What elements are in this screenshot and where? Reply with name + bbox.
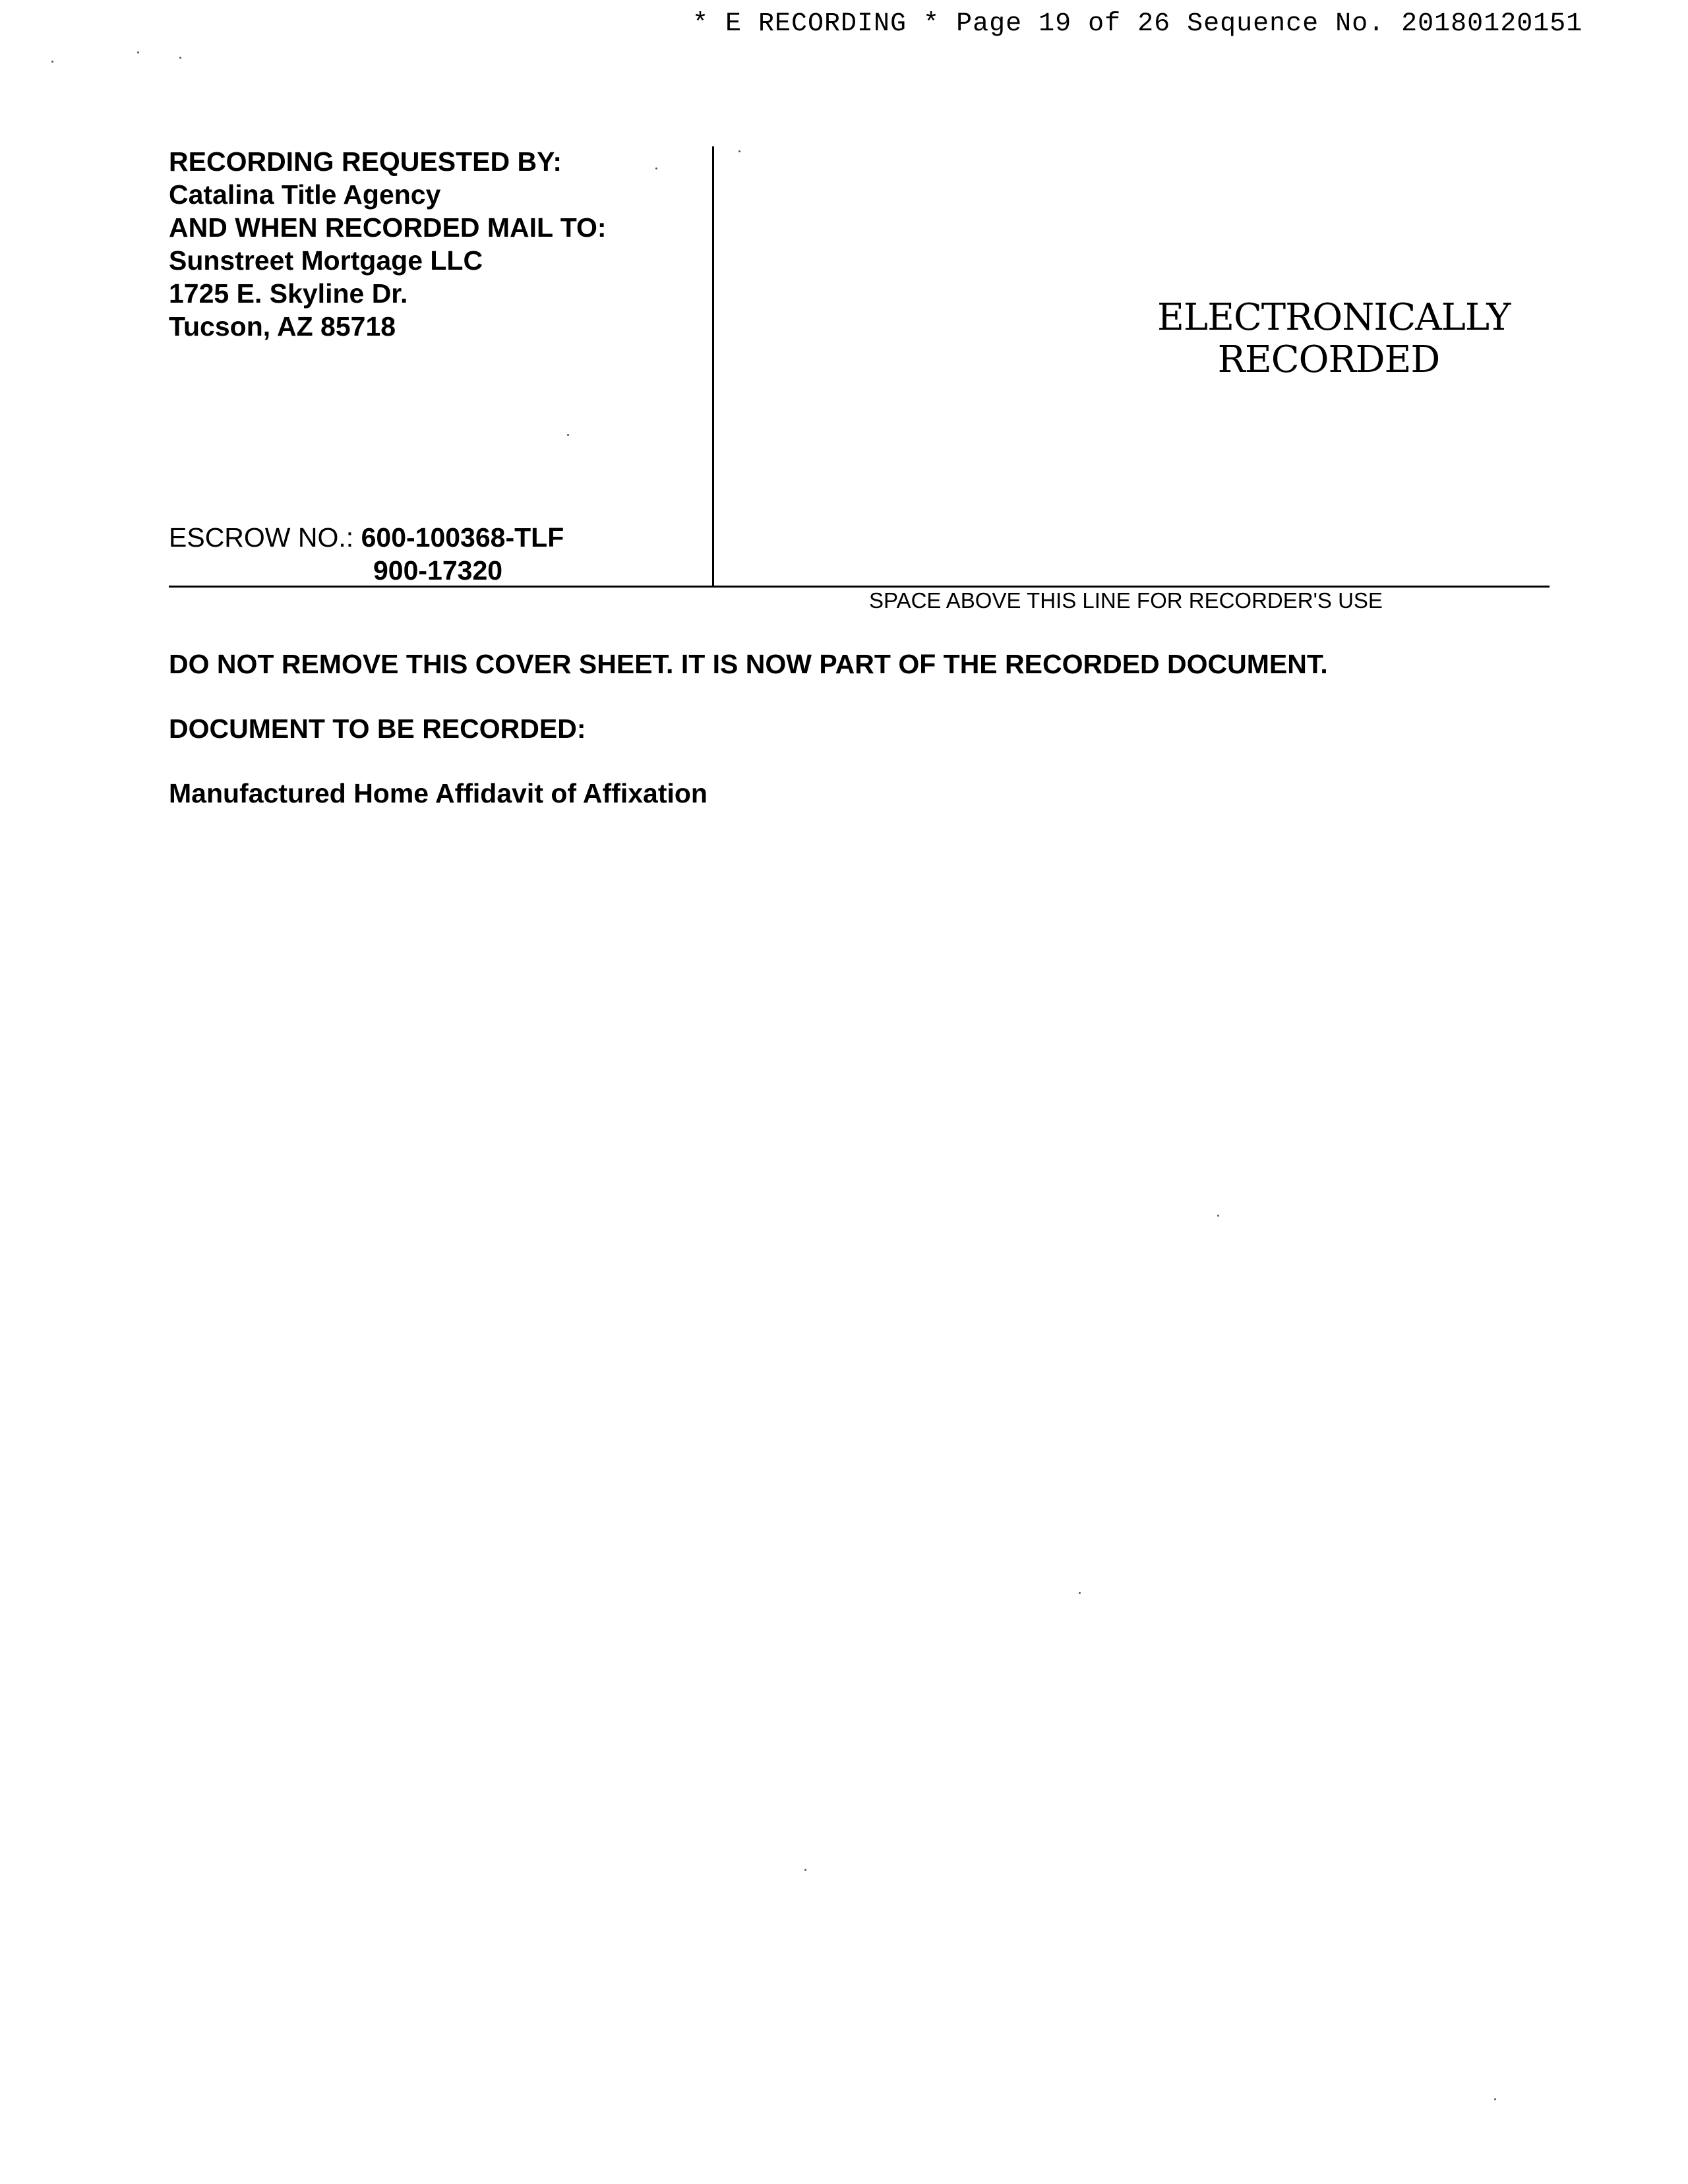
scan-speck: [179, 57, 181, 59]
scan-speck: [1494, 2098, 1496, 2100]
header-recording-stamp: * E RECORDING * Page 19 of 26 Sequence No. 20180120151: [692, 9, 1583, 39]
scan-speck: [51, 61, 53, 63]
escrow-number-2: 900-17320: [373, 555, 503, 586]
address-line2: Tucson, AZ 85718: [169, 311, 396, 342]
stamp-line2: RECORDED: [1217, 338, 1440, 381]
escrow-label: ESCROW NO.:: [169, 522, 354, 553]
escrow-number-1: 600-100368-TLF: [361, 522, 564, 553]
mail-to-label: AND WHEN RECORDED MAIL TO:: [169, 212, 607, 243]
cover-sheet-notice: DO NOT REMOVE THIS COVER SHEET. IT IS NOW PART OF THE RECORDED DOCUMENT.: [169, 649, 1328, 679]
scan-speck: [655, 167, 657, 169]
address-line1: 1725 E. Skyline Dr.: [169, 278, 408, 309]
scan-speck: [1217, 1215, 1219, 1217]
scan-speck: [567, 434, 569, 436]
requested-by-name: Catalina Title Agency: [169, 179, 441, 210]
electronically-recorded-stamp: [1157, 296, 1511, 381]
mail-to-name: Sunstreet Mortgage LLC: [169, 245, 483, 276]
vertical-divider: [712, 146, 714, 587]
document-title: Manufactured Home Affidavit of Affixation: [169, 778, 708, 808]
scan-speck: [137, 51, 139, 53]
recording-requested-block: [169, 145, 709, 343]
scan-speck: [1079, 1592, 1081, 1594]
recorder-use-note: SPACE ABOVE THIS LINE FOR RECORDER'S USE: [869, 588, 1383, 613]
scan-speck: [804, 1869, 806, 1871]
document-to-be-recorded-label: DOCUMENT TO BE RECORDED:: [169, 713, 586, 744]
requested-by-label: RECORDING REQUESTED BY:: [169, 146, 562, 177]
escrow-block: [169, 521, 564, 587]
recorder-space-divider: [169, 586, 1550, 588]
scan-speck: [738, 150, 740, 152]
stamp-line1: ELECTRONICALLY: [1157, 296, 1511, 339]
